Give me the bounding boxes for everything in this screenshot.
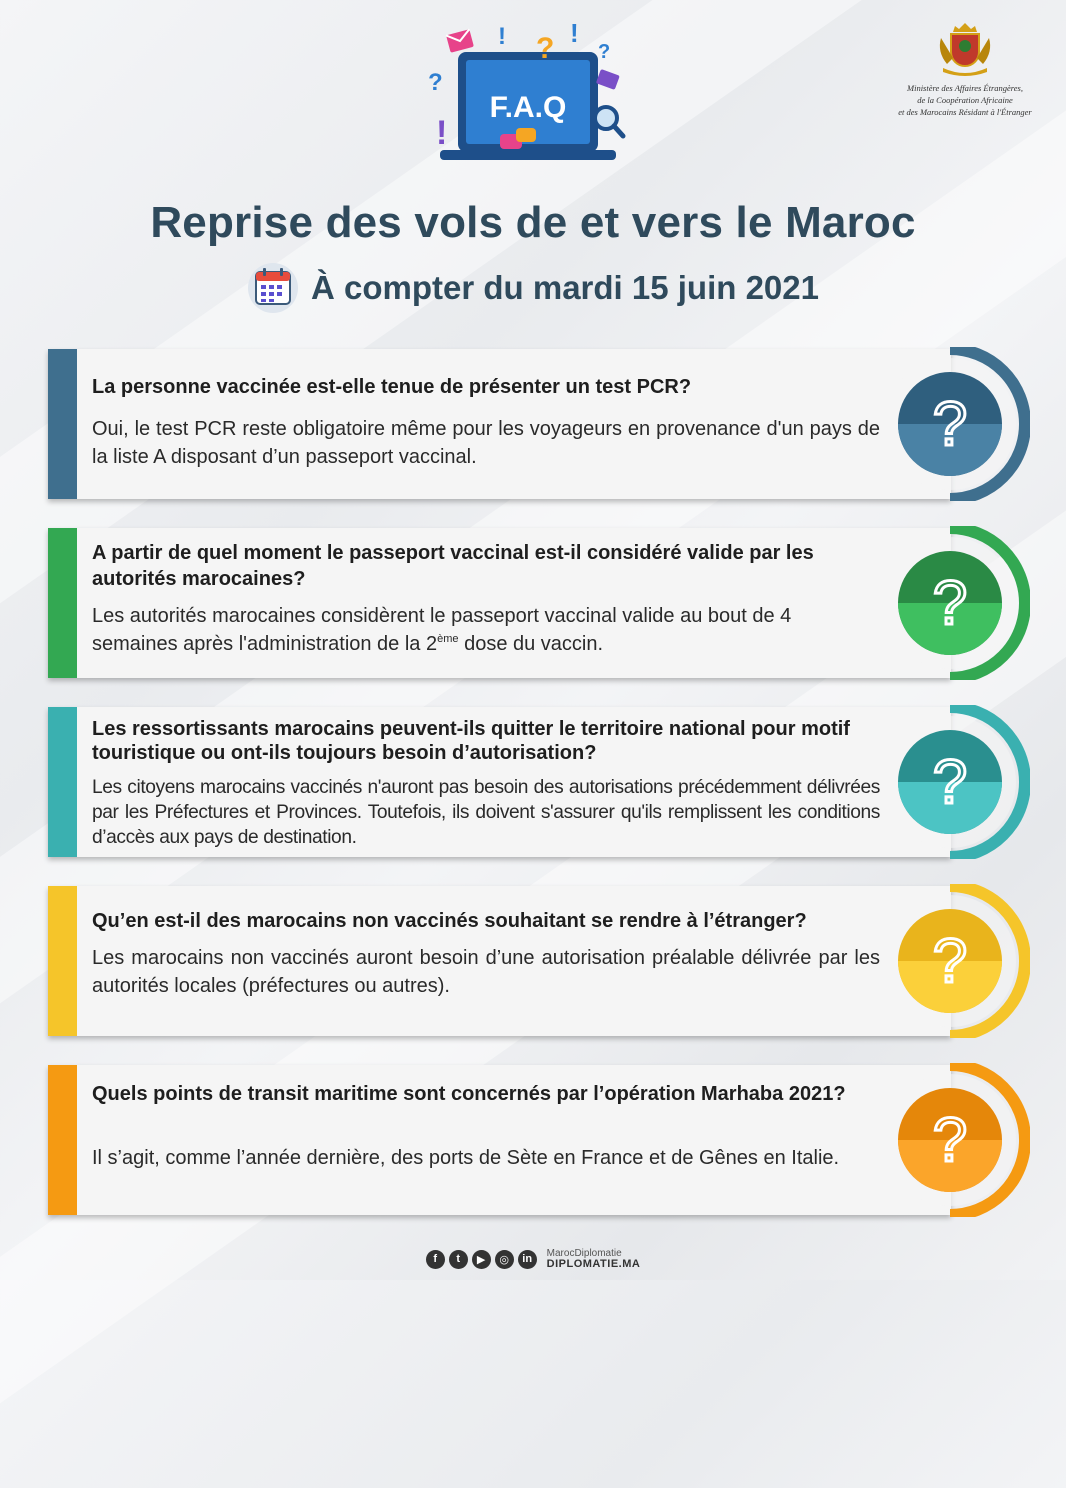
faq-answer <box>92 602 880 658</box>
footer <box>0 1248 1066 1270</box>
website-link[interactable]: DIPLOMATIE.MA <box>546 1258 641 1270</box>
instagram-icon[interactable]: ◎ <box>495 1250 514 1269</box>
faq-card <box>48 349 1028 501</box>
faq-question: Les ressortissants marocains peuvent-ils quitter le territoire national pour motif touristique ou ont-ils toujours besoin d’autorisation? <box>92 718 850 764</box>
faq-question: La personne vaccinée est-elle tenue de présenter un test PCR? <box>92 376 692 398</box>
coat-of-arms-icon <box>933 18 997 78</box>
svg-text:!: ! <box>570 18 579 48</box>
facebook-icon[interactable]: f <box>426 1250 445 1269</box>
faq-card <box>48 1065 1028 1217</box>
svg-text:?: ? <box>932 390 968 459</box>
faq-answer: Les marocains non vaccinés auront besoin d’une autorisation préalable délivrée par les autorités locales (préfectures ou autres). <box>92 947 880 997</box>
ministry-line: et des Marocains Résidant à l'Étranger <box>898 107 1032 117</box>
question-mark-icon <box>890 526 1030 680</box>
question-mark-icon <box>890 884 1030 1038</box>
faq-card <box>48 886 1028 1038</box>
faq-answer-text: dose du vaccin. <box>458 633 604 655</box>
svg-text:?: ? <box>932 569 968 638</box>
calendar-icon <box>247 262 299 314</box>
faq-answer: Il s’agit, comme l’année dernière, des ports de Sète en France et de Gênes en Italie. <box>92 1147 840 1169</box>
faq-laptop-illustration <box>420 14 630 174</box>
page-subtitle <box>0 262 1066 314</box>
faq-answer: Les citoyens marocains vaccinés n'auront pas besoin des autorisations précédemment délivrées par les Préfectures et Provinces. Toutefois, ils doivent s'assurer qu'ils remplissent les conditions d’accès aux pays de destination. <box>92 777 880 848</box>
youtube-icon[interactable]: ▶ <box>472 1250 491 1269</box>
faq-card-accent <box>48 707 77 857</box>
svg-text:?: ? <box>536 32 555 65</box>
svg-text:?: ? <box>932 1106 968 1175</box>
svg-text:!: ! <box>498 23 506 50</box>
faq-card-accent <box>48 886 77 1036</box>
twitter-icon[interactable]: t <box>449 1250 468 1269</box>
svg-text:?: ? <box>428 69 443 96</box>
svg-text:!: ! <box>436 114 448 152</box>
faq-card-accent <box>48 528 77 678</box>
faq-question: Quels points de transit maritime sont concernés par l’opération Marhaba 2021? <box>92 1083 846 1105</box>
question-mark-icon <box>890 1063 1030 1217</box>
ordinal-suffix: ème <box>437 633 459 645</box>
question-mark-icon <box>890 347 1030 501</box>
linkedin-icon[interactable]: in <box>518 1250 537 1269</box>
faq-answer: Oui, le test PCR reste obligatoire même pour les voyageurs en provenance d'un pays de la liste A disposant d’un passeport vaccinal. <box>92 418 880 468</box>
ministry-logo <box>880 18 1050 118</box>
question-mark-icon <box>890 705 1030 859</box>
faq-card <box>48 707 1028 859</box>
faq-question: A partir de quel moment le passeport vaccinal est-il considéré valide par les autorités marocaines? <box>92 542 814 590</box>
faq-card-accent <box>48 1065 77 1215</box>
social-handle: MarocDiplomatie <box>546 1248 622 1259</box>
ministry-line: Ministère des Affaires Étrangères, <box>907 83 1023 93</box>
svg-text:?: ? <box>598 41 611 63</box>
faq-answer-text: Les autorités marocaines considèrent le passeport vaccinal valide au bout de 4 semaines après l'administration de la 2 <box>92 605 792 655</box>
svg-text:?: ? <box>932 748 968 817</box>
faq-card <box>48 528 1028 680</box>
svg-text:?: ? <box>932 927 968 996</box>
page-title: Reprise des vols de et vers le Maroc <box>150 198 916 247</box>
ministry-line: de la Coopération Africaine <box>917 95 1013 105</box>
faq-label: F.A.Q <box>489 91 567 124</box>
subtitle-text: À compter du mardi 15 juin 2021 <box>311 269 819 306</box>
faq-card-accent <box>48 349 77 499</box>
faq-question: Qu’en est-il des marocains non vaccinés souhaitant se rendre à l’étranger? <box>92 910 807 932</box>
